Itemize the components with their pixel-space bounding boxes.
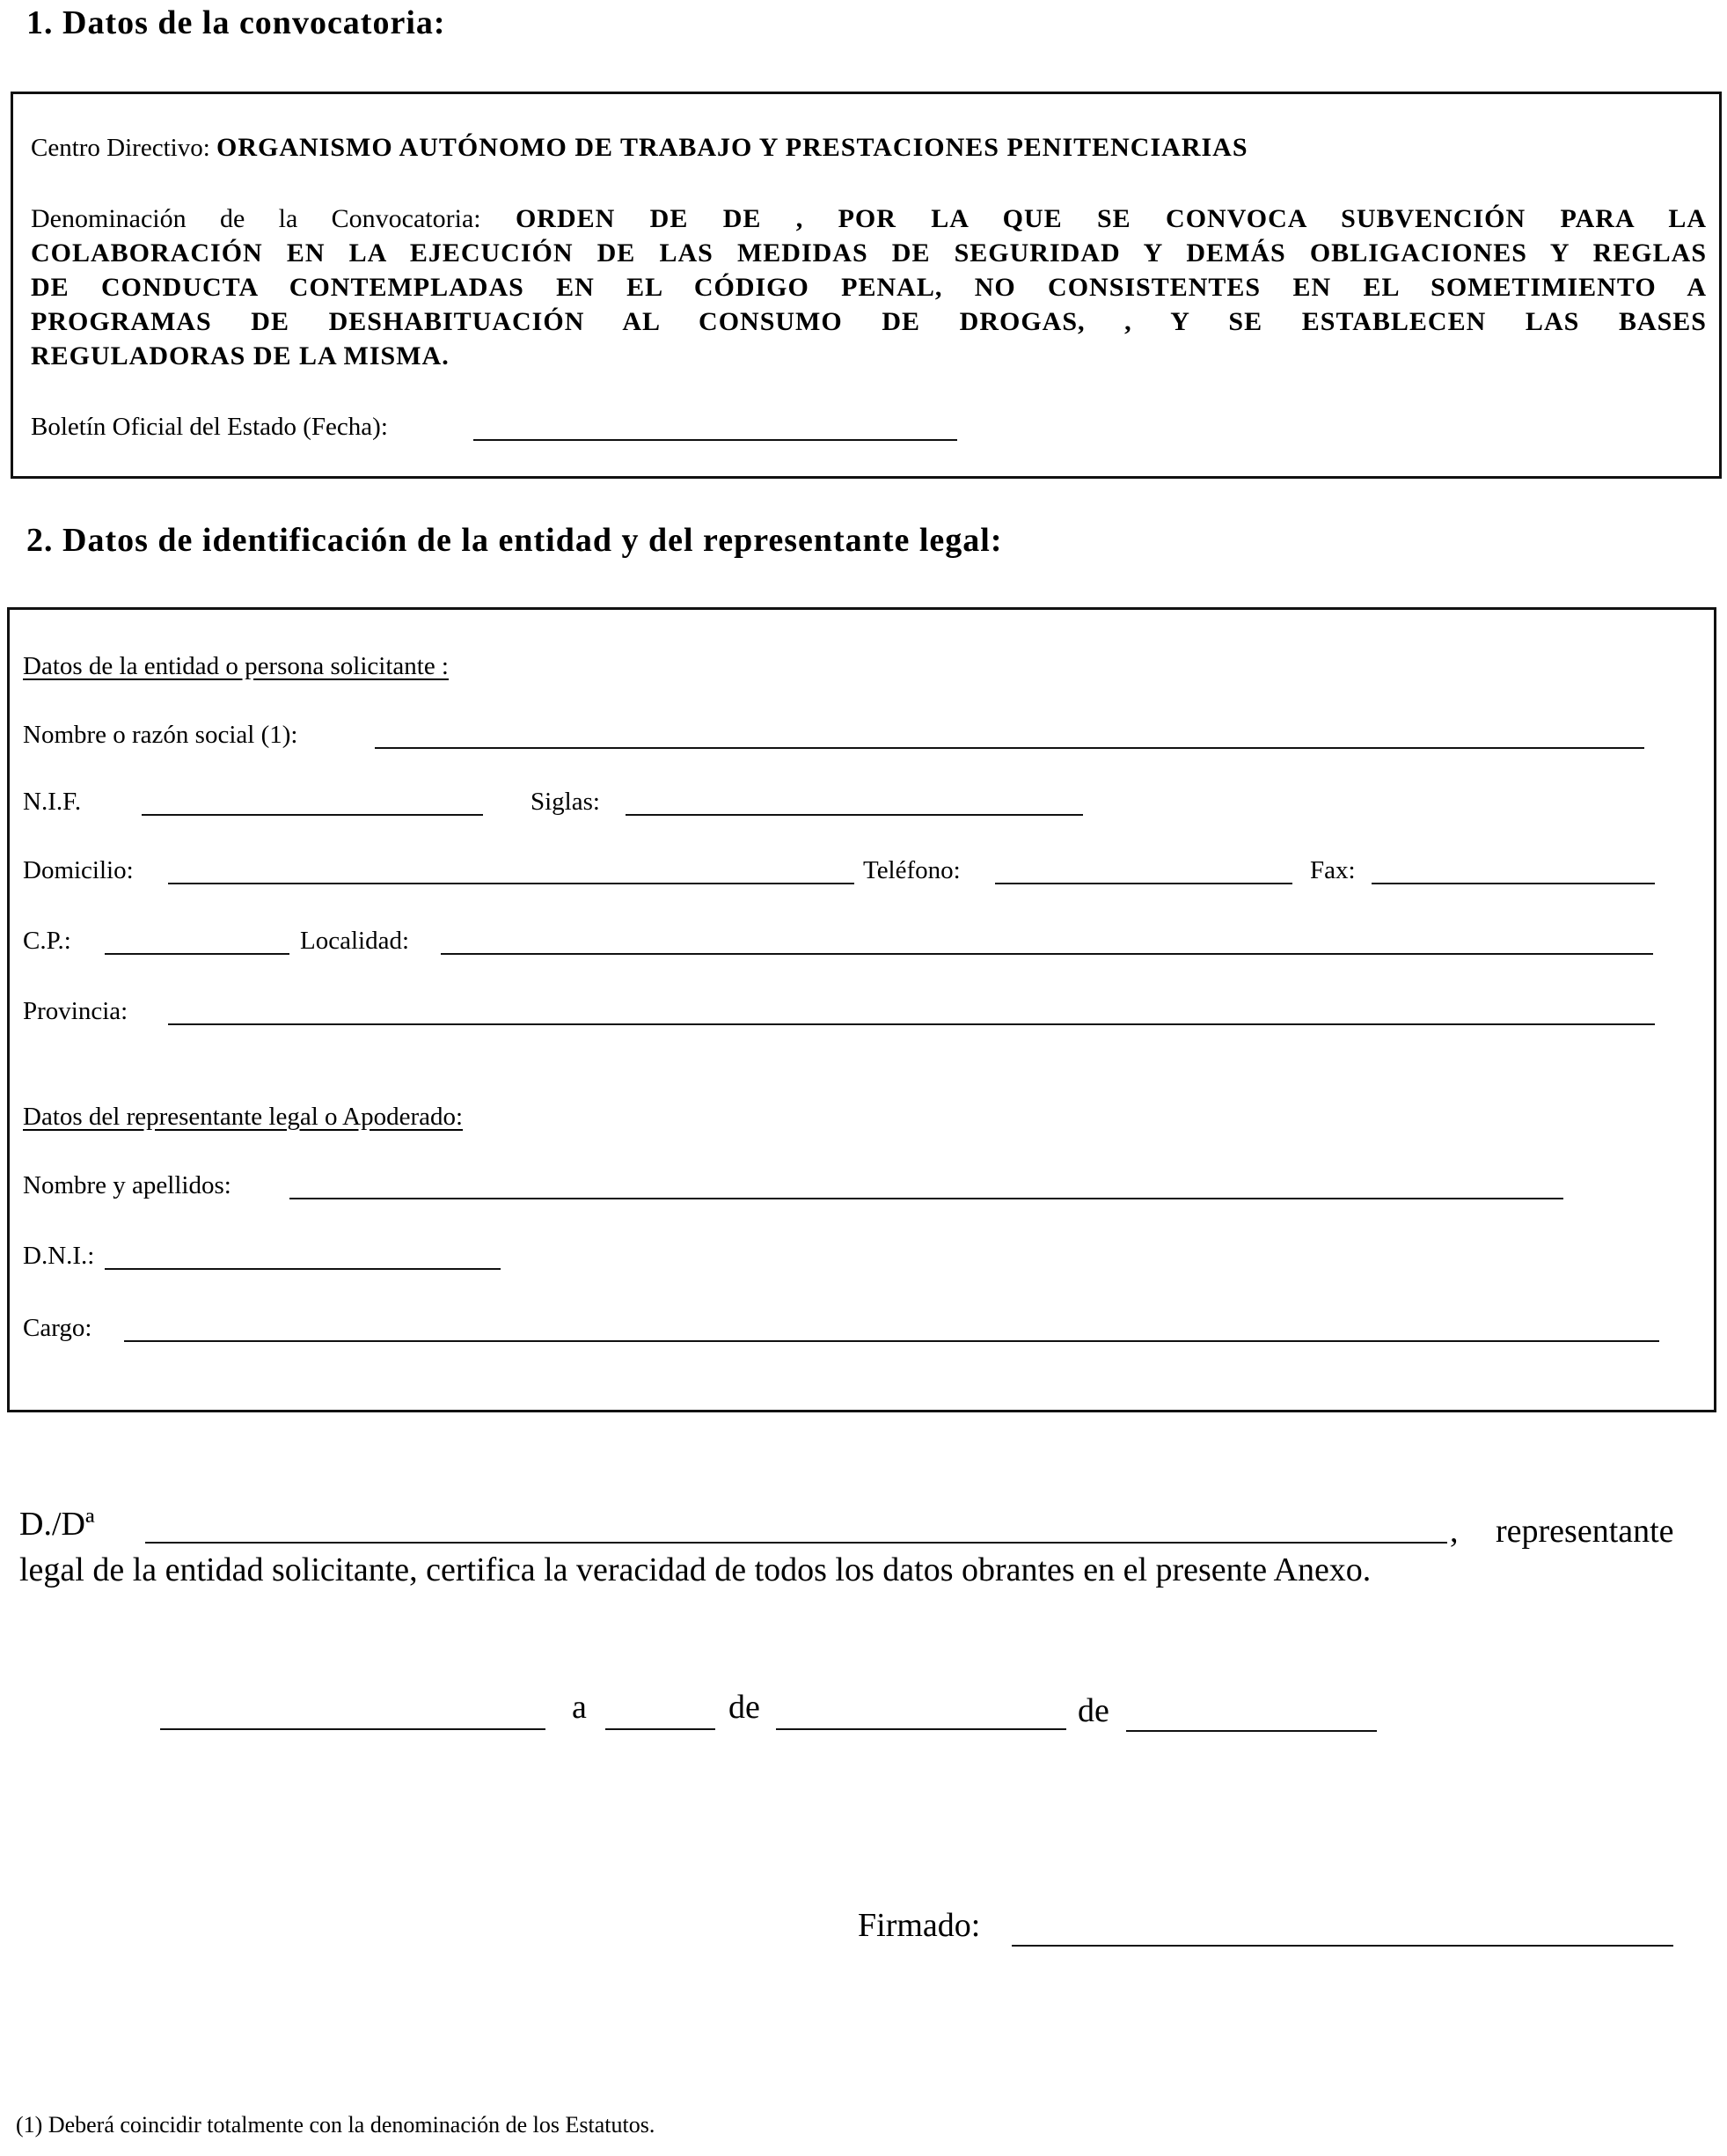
- fecha-a: a: [572, 1689, 587, 1726]
- cp-field[interactable]: [105, 953, 289, 955]
- dni-field[interactable]: [105, 1268, 501, 1270]
- dni-label: D.N.I.:: [23, 1242, 95, 1270]
- nif-label: N.I.F.: [23, 788, 82, 816]
- nombre-razon-field[interactable]: [375, 747, 1644, 749]
- certificacion-text: legal de la entidad solicitante, certifica la veracidad de todos los datos obrantes en el presente Anexo.: [19, 1551, 1372, 1588]
- localidad-label: Localidad:: [300, 927, 410, 955]
- centro-directivo-value: ORGANISMO AUTÓNOMO DE TRABAJO Y PRESTACIONES PENITENCIARIAS: [216, 133, 1248, 162]
- firmado-label: Firmado:: [858, 1907, 981, 1944]
- fax-label: Fax:: [1310, 856, 1356, 884]
- nombre-razon-label: Nombre o razón social (1):: [23, 721, 298, 749]
- fecha-de-2: de: [1078, 1692, 1109, 1729]
- provincia-label: Provincia:: [23, 997, 128, 1025]
- fecha-de-1: de: [728, 1689, 760, 1726]
- denominacion-text-1: ORDEN DE DE , POR LA QUE SE CONVOCA SUBVENCIÓN PARA LA: [515, 204, 1707, 233]
- denominacion-line-3: DE CONDUCTA CONTEMPLADAS EN EL CÓDIGO PENAL, NO CONSISTENTES EN EL SOMETIMIENTO A: [31, 273, 1707, 302]
- domicilio-label: Domicilio:: [23, 856, 134, 884]
- lugar-field[interactable]: [160, 1728, 545, 1730]
- denominacion-line-5: REGULADORAS DE LA MISMA.: [31, 341, 450, 370]
- localidad-field[interactable]: [441, 953, 1653, 955]
- dia-field[interactable]: [605, 1728, 715, 1730]
- section-2-title: 2. Datos de identificación de la entidad y del representante legal:: [26, 522, 1003, 559]
- cargo-field[interactable]: [124, 1340, 1659, 1342]
- denominacion-block: [31, 202, 1707, 373]
- denominacion-line-1: [31, 202, 1707, 236]
- nombre-apellidos-label: Nombre y apellidos:: [23, 1171, 231, 1199]
- nif-field[interactable]: [142, 814, 483, 816]
- representante-word: representante: [1496, 1513, 1674, 1550]
- firma-field[interactable]: [1012, 1945, 1673, 1947]
- convocatoria-box: [11, 92, 1722, 479]
- denominacion-label: Denominación de la Convocatoria:: [31, 204, 481, 233]
- domicilio-field[interactable]: [168, 883, 854, 884]
- centro-directivo-row: [31, 133, 1248, 163]
- section-1-title: 1. Datos de la convocatoria:: [26, 4, 446, 41]
- denominacion-line-2: COLABORACIÓN EN LA EJECUCIÓN DE LAS MEDIDAS DE SEGURIDAD Y DEMÁS OBLIGACIONES Y REGLAS: [31, 238, 1707, 268]
- siglas-label: Siglas:: [531, 788, 600, 816]
- boe-fecha-field[interactable]: [473, 439, 957, 441]
- dd-nombre-field[interactable]: [145, 1542, 1447, 1544]
- entidad-heading: Datos de la entidad o persona solicitante :: [23, 652, 449, 680]
- anio-field[interactable]: [1126, 1730, 1377, 1732]
- boe-label: Boletín Oficial del Estado (Fecha):: [31, 413, 388, 441]
- mes-field[interactable]: [776, 1728, 1066, 1730]
- telefono-field[interactable]: [995, 883, 1292, 884]
- cargo-label: Cargo:: [23, 1314, 92, 1342]
- nombre-apellidos-field[interactable]: [289, 1198, 1563, 1199]
- centro-directivo-label: Centro Directivo:: [31, 134, 210, 162]
- cp-label: C.P.:: [23, 927, 71, 955]
- denominacion-line-4: PROGRAMAS DE DESHABITUACIÓN AL CONSUMO DE DROGAS, , Y SE ESTABLECEN LAS BASES: [31, 307, 1707, 336]
- identificacion-box: [7, 607, 1716, 1412]
- dd-label: D./Dª: [19, 1506, 95, 1543]
- representante-heading: Datos del representante legal o Apoderado:: [23, 1103, 464, 1131]
- telefono-label: Teléfono:: [863, 856, 961, 884]
- fax-field[interactable]: [1372, 883, 1655, 884]
- dd-comma: ,: [1450, 1513, 1459, 1550]
- siglas-field[interactable]: [626, 814, 1083, 816]
- provincia-field[interactable]: [168, 1023, 1655, 1025]
- footnote: (1) Deberá coincidir totalmente con la denominación de los Estatutos.: [16, 2112, 655, 2138]
